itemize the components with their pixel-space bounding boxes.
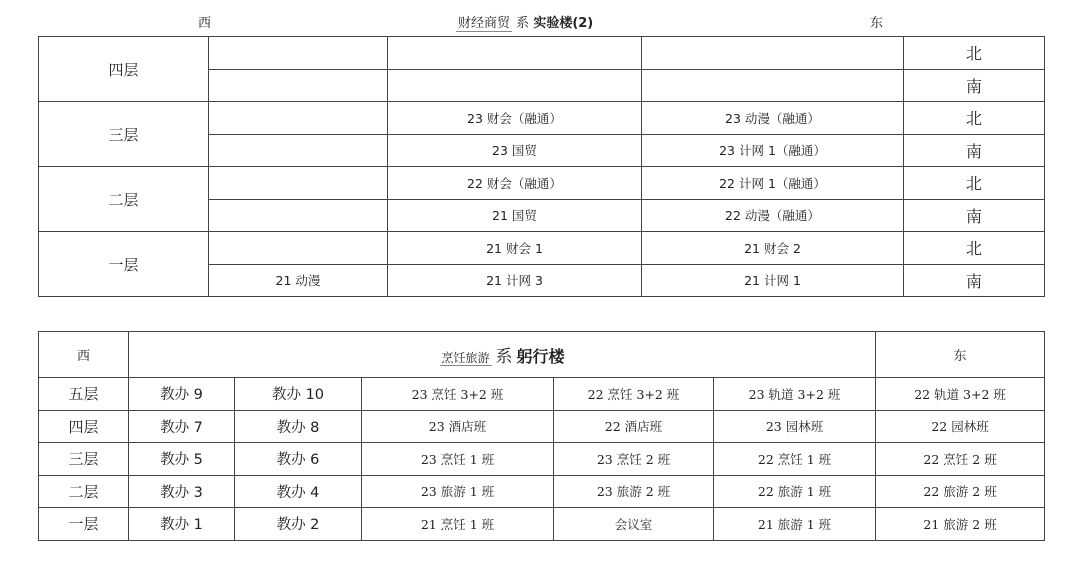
room-cell: [388, 37, 642, 70]
class-cell: 22 轨道 3+2 班: [876, 378, 1045, 411]
floor-label: 一层: [39, 232, 209, 297]
floor-label: 四层: [39, 410, 129, 443]
direction-label: 南: [904, 199, 1045, 232]
building1-sys-label: 系: [516, 16, 530, 31]
room-cell: 22 计网 1（融通）: [642, 167, 904, 200]
room-cell: [209, 199, 388, 232]
class-cell: 23 旅游 1 班: [362, 475, 554, 508]
room-cell: [209, 134, 388, 167]
class-cell: 21 旅游 1 班: [714, 508, 876, 541]
room-cell: 23 财会（融通）: [388, 102, 642, 135]
office-cell: 教办 6: [235, 443, 362, 476]
class-cell: 22 烹饪 1 班: [714, 443, 876, 476]
class-cell: 23 烹饪 2 班: [554, 443, 714, 476]
building1-name: 实验楼(2): [533, 16, 594, 31]
class-cell: 23 烹饪 1 班: [362, 443, 554, 476]
floor-label: 三层: [39, 443, 129, 476]
room-cell: 23 国贸: [388, 134, 642, 167]
table-row: [39, 475, 1045, 508]
room-cell: [209, 167, 388, 200]
room-cell: 21 动漫: [209, 264, 388, 297]
building1-east-label: 东: [870, 16, 884, 31]
class-cell: 22 旅游 2 班: [876, 475, 1045, 508]
class-cell: 23 酒店班: [362, 410, 554, 443]
building2-table: [38, 331, 1045, 541]
room-cell: 21 计网 3: [388, 264, 642, 297]
building1-heading: [38, 12, 1043, 36]
class-cell: 22 旅游 1 班: [714, 475, 876, 508]
table-row: [39, 443, 1045, 476]
class-cell: 21 旅游 2 班: [876, 508, 1045, 541]
direction-label: 南: [904, 264, 1045, 297]
class-cell: 22 酒店班: [554, 410, 714, 443]
room-cell: 21 财会 2: [642, 232, 904, 265]
room-cell: 23 计网 1（融通）: [642, 134, 904, 167]
room-cell: 23 动漫（融通）: [642, 102, 904, 135]
building2-title: [129, 332, 876, 378]
office-cell: 教办 1: [129, 508, 235, 541]
office-cell: 教办 9: [129, 378, 235, 411]
table-row: [39, 167, 1045, 200]
office-cell: 教办 5: [129, 443, 235, 476]
table-row: [39, 37, 1045, 70]
direction-label: 北: [904, 102, 1045, 135]
class-cell: 23 园林班: [714, 410, 876, 443]
room-cell: 21 计网 1: [642, 264, 904, 297]
room-cell: 21 财会 1: [388, 232, 642, 265]
class-cell: 22 烹饪 3+2 班: [554, 378, 714, 411]
table-row: [39, 102, 1045, 135]
floor-label: 二层: [39, 475, 129, 508]
office-cell: 教办 10: [235, 378, 362, 411]
class-cell: 23 烹饪 3+2 班: [362, 378, 554, 411]
office-cell: 教办 2: [235, 508, 362, 541]
class-cell: 22 烹饪 2 班: [876, 443, 1045, 476]
office-cell: 教办 7: [129, 410, 235, 443]
floor-label: 四层: [39, 37, 209, 102]
direction-label: 北: [904, 232, 1045, 265]
table-header-row: [39, 332, 1045, 378]
direction-label: 南: [904, 69, 1045, 102]
floor-label: 二层: [39, 167, 209, 232]
room-cell: [209, 232, 388, 265]
room-cell: 22 财会（融通）: [388, 167, 642, 200]
building1-department: 财经商贸: [458, 16, 511, 31]
room-cell: 22 动漫（融通）: [642, 199, 904, 232]
building2-sys-label: 系: [495, 347, 513, 367]
direction-label: 北: [904, 37, 1045, 70]
table-row: [39, 508, 1045, 541]
room-cell: [388, 69, 642, 102]
room-cell: 21 国贸: [388, 199, 642, 232]
room-cell: [642, 37, 904, 70]
building2-east-label: 东: [876, 332, 1045, 378]
room-cell: [209, 69, 388, 102]
class-cell: 21 烹饪 1 班: [362, 508, 554, 541]
class-cell: 会议室: [554, 508, 714, 541]
room-cell: [209, 102, 388, 135]
floor-label: 一层: [39, 508, 129, 541]
class-cell: 23 旅游 2 班: [554, 475, 714, 508]
direction-label: 南: [904, 134, 1045, 167]
floor-label: 五层: [39, 378, 129, 411]
direction-label: 北: [904, 167, 1045, 200]
building1-title: [456, 12, 593, 36]
class-cell: 22 园林班: [876, 410, 1045, 443]
office-cell: 教办 8: [235, 410, 362, 443]
room-cell: [642, 69, 904, 102]
floor-label: 三层: [39, 102, 209, 167]
building2-name: 躬行楼: [516, 347, 565, 366]
office-cell: 教办 3: [129, 475, 235, 508]
table-row: [39, 232, 1045, 265]
building2-west-label: 西: [39, 332, 129, 378]
table-row: [39, 410, 1045, 443]
office-cell: 教办 4: [235, 475, 362, 508]
building2-department: 烹饪旅游: [441, 351, 490, 365]
building1-west-label: 西: [198, 16, 212, 31]
class-cell: 23 轨道 3+2 班: [714, 378, 876, 411]
table-row: [39, 378, 1045, 411]
building1-table: [38, 36, 1045, 297]
room-cell: [209, 37, 388, 70]
